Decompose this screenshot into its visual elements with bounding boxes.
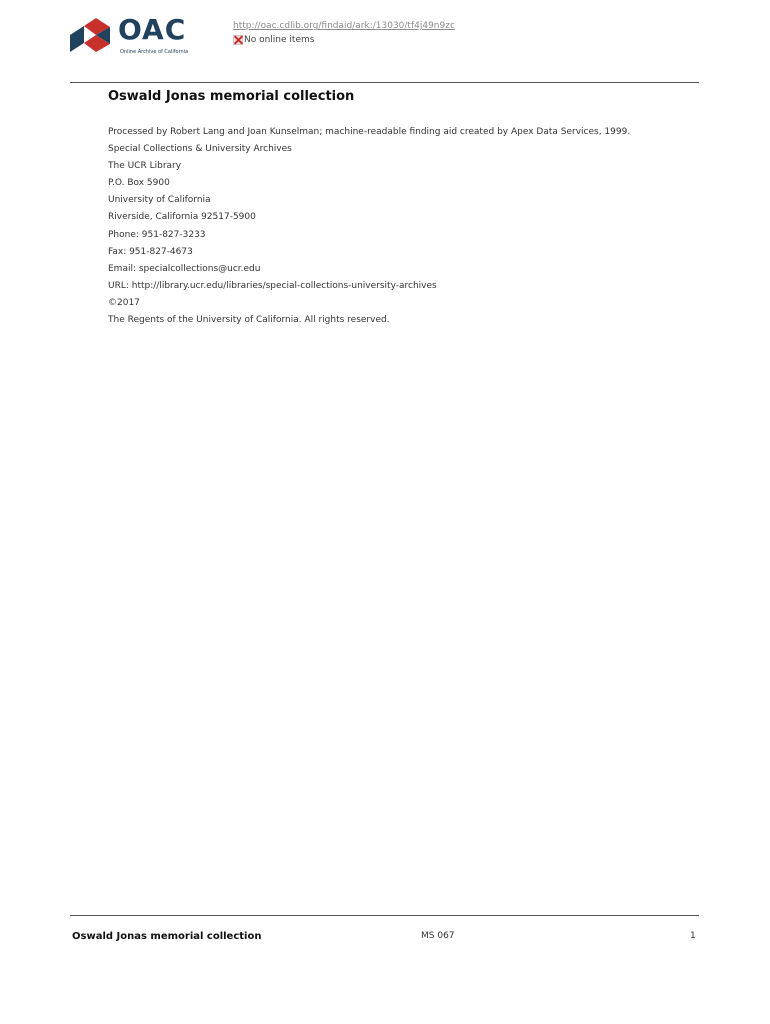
university-name: University of California — [108, 195, 211, 206]
header-divider — [70, 82, 699, 83]
online-items-text: No online items — [244, 35, 315, 45]
po-box: P.O. Box 5900 — [108, 178, 170, 189]
footer-title: Oswald Jonas memorial collection — [72, 931, 262, 942]
page-header — [0, 0, 770, 84]
footer-collection-id: MS 067 — [421, 931, 455, 941]
fax-number: Fax: 951-827-4673 — [108, 246, 193, 257]
city-state-zip: Riverside, California 92517-5900 — [108, 212, 256, 223]
document-title: Oswald Jonas memorial collection — [108, 89, 355, 104]
processing-note: Processed by Robert Lang and Joan Kunselman; machine-readable finding aid created by Apex Data Services, 1999. — [108, 127, 631, 137]
library-name: The UCR Library — [108, 161, 182, 172]
online-items-status — [233, 35, 314, 45]
repository-info — [108, 126, 630, 331]
footer-divider — [70, 915, 699, 916]
email-address: Email: specialcollections@ucr.edu — [108, 263, 261, 274]
logo-wordmark: OAC — [118, 13, 187, 46]
logo-subtitle: Online Archive of California — [120, 49, 189, 55]
rights-statement: The Regents of the University of California. All rights reserved. — [108, 315, 390, 326]
page-number: 1 — [690, 931, 696, 941]
copyright-year: ©2017 — [108, 297, 140, 308]
department-name: Special Collections & University Archives — [108, 144, 292, 155]
x-mark-icon — [233, 35, 243, 45]
website-url: URL: http://library.ucr.edu/libraries/special-collections-university-archives — [108, 280, 437, 291]
oac-logo[interactable] — [70, 13, 200, 58]
finding-aid-link[interactable]: http://oac.cdlib.org/findaid/ark:/13030/tf4j49n9zc — [233, 21, 455, 31]
phone-number: Phone: 951-827-3233 — [108, 229, 206, 240]
oac-logo-mark-icon — [70, 18, 110, 56]
